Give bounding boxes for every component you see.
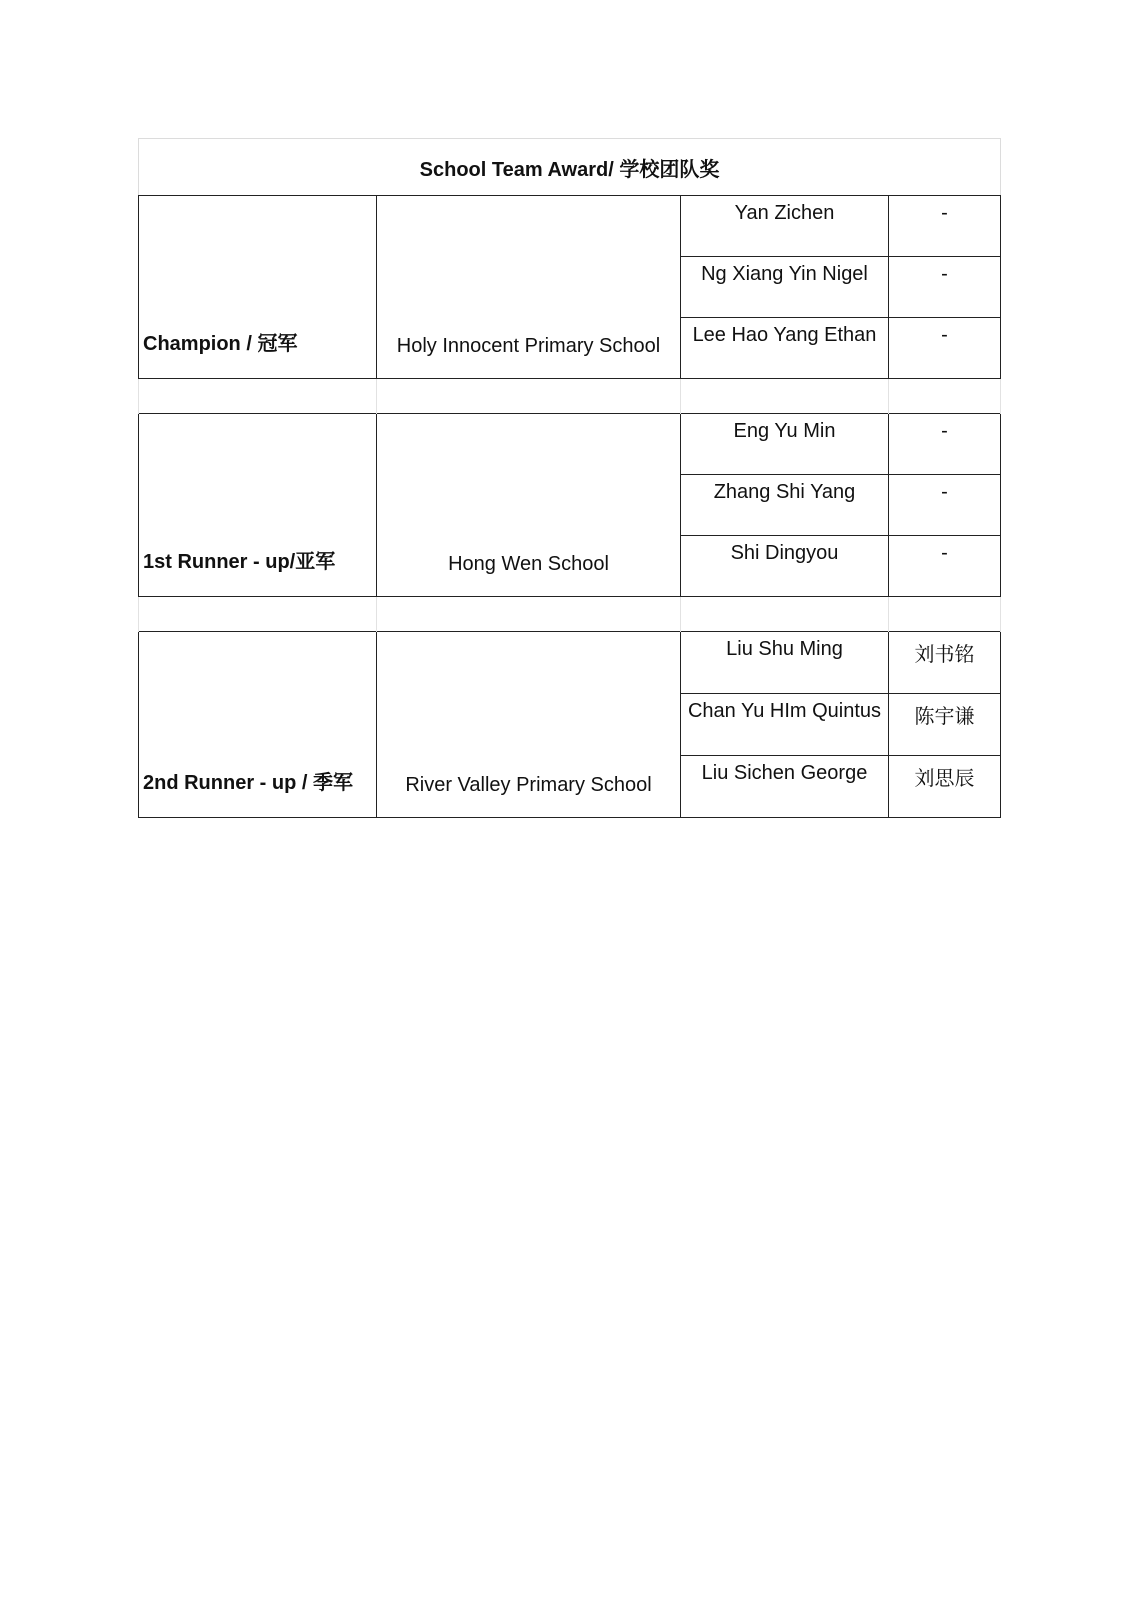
tier-first-runner-up	[139, 414, 1001, 597]
member-name: Eng Yu Min	[681, 414, 889, 475]
school-name: Hong Wen School	[377, 414, 681, 597]
member-chinese-name: 刘思辰	[889, 756, 1001, 818]
school-name: River Valley Primary School	[377, 632, 681, 818]
member-name: Liu Sichen George	[681, 756, 889, 818]
member-chinese-name: -	[889, 196, 1001, 257]
tier-champion	[139, 196, 1001, 379]
member-chinese-name: -	[889, 536, 1001, 597]
tier-label: 1st Runner - up/亚军	[139, 414, 377, 597]
member-name: Ng Xiang Yin Nigel	[681, 257, 889, 318]
member-name: Liu Shu Ming	[681, 632, 889, 694]
member-name: Zhang Shi Yang	[681, 475, 889, 536]
member-chinese-name: 陈宇谦	[889, 694, 1001, 756]
award-table	[138, 138, 1001, 818]
table-row	[139, 196, 1001, 257]
tier-label: 2nd Runner - up / 季军	[139, 632, 377, 818]
member-chinese-name: -	[889, 257, 1001, 318]
table-row	[139, 414, 1001, 475]
member-chinese-name: -	[889, 414, 1001, 475]
spacer-row	[139, 379, 1001, 414]
member-name: Chan Yu HIm Quintus	[681, 694, 889, 756]
table-title: School Team Award/ 学校团队奖	[139, 139, 1001, 196]
member-chinese-name: 刘书铭	[889, 632, 1001, 694]
tier-label: Champion / 冠军	[139, 196, 377, 379]
table-row	[139, 632, 1001, 694]
member-name: Lee Hao Yang Ethan	[681, 318, 889, 379]
member-name: Shi Dingyou	[681, 536, 889, 597]
member-name: Yan Zichen	[681, 196, 889, 257]
member-chinese-name: -	[889, 475, 1001, 536]
school-name: Holy Innocent Primary School	[377, 196, 681, 379]
spacer-row	[139, 597, 1001, 632]
member-chinese-name: -	[889, 318, 1001, 379]
tier-second-runner-up	[139, 632, 1001, 818]
